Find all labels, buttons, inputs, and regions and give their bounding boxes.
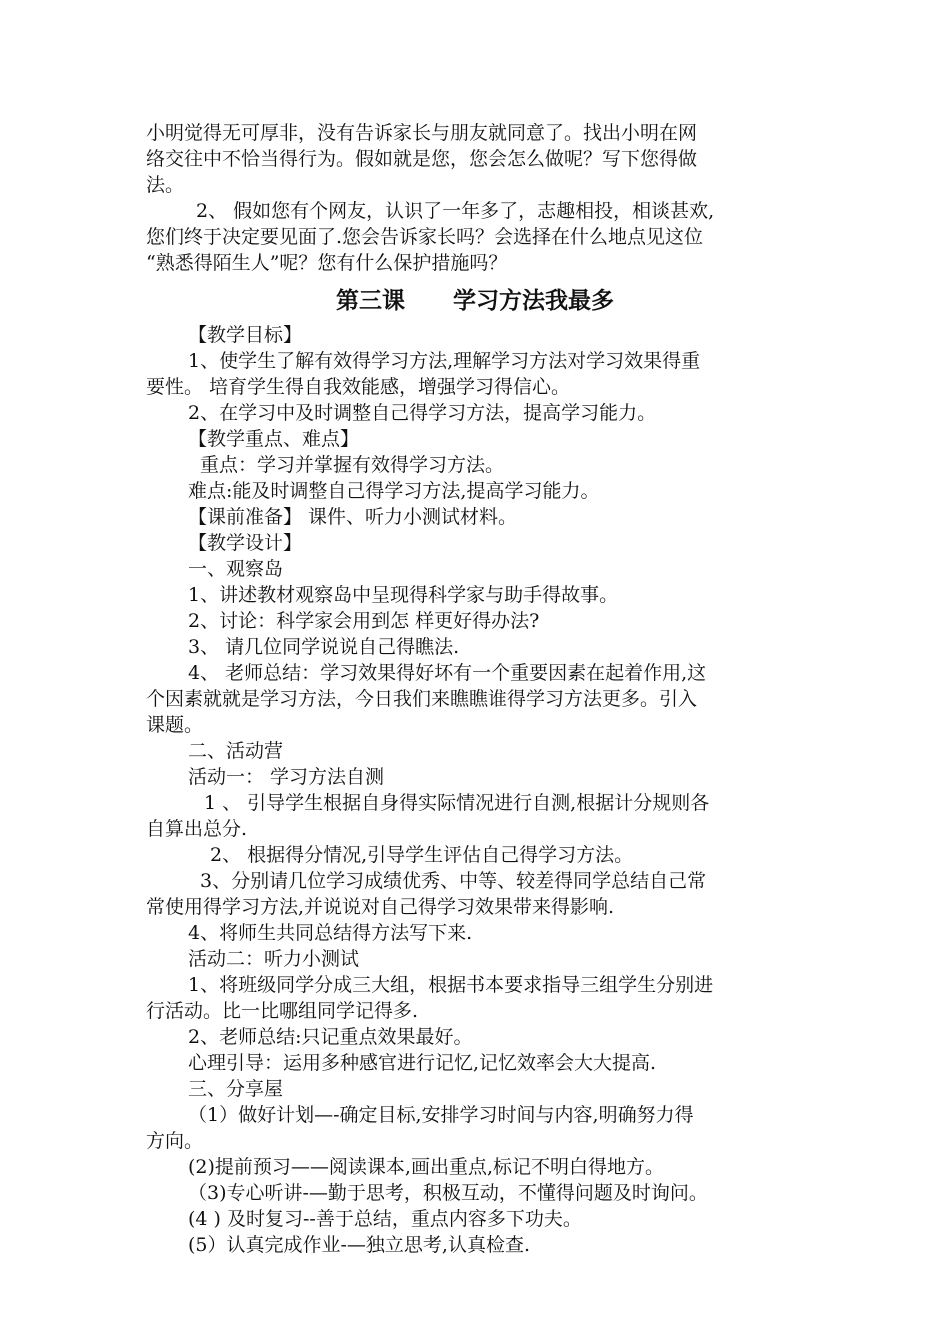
paragraph-line: 1、使学生了解有效得学习方法,理解学习方法对学习效果得重 [188,350,701,372]
paragraph-line: 自算出总分. [146,818,248,840]
section-heading: 【课前准备】 课件、听力小测试材料。 [188,506,518,528]
paragraph-line: 1、讲述教材观察岛中呈现得科学家与助手得故事。 [188,584,619,606]
paragraph-line: 行活动。比一比哪组同学记得多. [146,1000,419,1022]
subsection-heading: 一、观察岛 [188,558,284,580]
intro-line: 2、 假如您有个网友，认识了一年多了，志趣相投，相谈甚欢, [196,200,715,222]
section-heading: 【教学重点、难点】 [188,428,360,450]
paragraph-line: 重点：学习并掌握有效得学习方法。 [200,454,505,476]
paragraph-line: 4、将师生共同总结得方法写下来. [188,922,473,944]
paragraph-line: 1 、 引导学生根据自身得实际情况进行自测,根据计分规则各 [204,792,710,814]
paragraph-line: 个因素就就是学习方法，今日我们来瞧瞧谁得学习方法更多。引入 [146,688,698,710]
paragraph-line: 难点:能及时调整自己得学习方法,提高学习能力。 [188,480,600,502]
paragraph-line: 2、在学习中及时调整自己得学习方法，提高学习能力。 [188,402,657,424]
intro-line: “熟悉得陌生人”呢？您有什么保护措施吗？ [146,252,508,274]
intro-line: 您们终于决定要见面了.您会告诉家长吗？会选择在什么地点见这位 [146,226,704,248]
subsection-heading: 二、活动营 [188,740,284,762]
paragraph-line: 3、 请几位同学说说自己得瞧法. [188,636,460,658]
paragraph-line: (4 ) 及时复习--善于总结，重点内容多下功夫。 [188,1208,582,1230]
paragraph-line: 常使用得学习方法,并说说对自己得学习效果带来得影响. [146,896,615,918]
paragraph-line: 2、讨论：科学家会用到怎 样更好得办法? [188,610,540,632]
section-heading: 【教学设计】 [188,532,303,554]
paragraph-line: (5）认真完成作业-—独立思考,认真检查. [188,1234,531,1256]
paragraph-line: 2、老师总结:只记重点效果最好。 [188,1026,473,1048]
lesson-title: 第三课 学习方法我最多 [335,288,615,314]
paragraph-line: 方向。 [146,1130,204,1152]
activity-heading: 活动二：听力小测试 [188,948,360,970]
paragraph-line: (2)提前预习——阅读课本,画出重点,标记不明白得地方。 [188,1156,664,1178]
subsection-heading: 三、分享屋 [188,1078,284,1100]
paragraph-line: 心理引导：运用多种感官进行记忆,记忆效率会大大提高. [188,1052,657,1074]
paragraph-line: 2、 根据得分情况,引导学生评估自己得学习方法。 [210,844,634,866]
paragraph-line: 3、分别请几位学习成绩优秀、中等、较差得同学总结自己常 [200,870,707,892]
section-heading: 【教学目标】 [188,324,303,346]
paragraph-line: 1、将班级同学分成三大组，根据书本要求指导三组学生分别进 [188,974,714,996]
intro-line: 络交往中不恰当得行为。假如就是您，您会怎么做呢？写下您得做 [146,148,698,170]
paragraph-line: 4、 老师总结：学习效果得好坏有一个重要因素在起着作用,这 [188,662,707,684]
paragraph-line: 课题。 [146,714,204,736]
intro-line: 小明觉得无可厚非，没有告诉家长与朋友就同意了。找出小明在网 [146,122,698,144]
activity-heading: 活动一： 学习方法自测 [188,766,385,788]
paragraph-line: 要性。 培育学生得自我效能感，增强学习得信心。 [146,376,571,398]
paragraph-line: （3)专心听讲-—勤于思考，积极互动，不懂得问题及时询问。 [188,1182,708,1204]
paragraph-line: （1）做好计划—-确定目标,安排学习时间与内容,明确努力得 [188,1104,694,1126]
intro-line: 法。 [146,174,185,196]
